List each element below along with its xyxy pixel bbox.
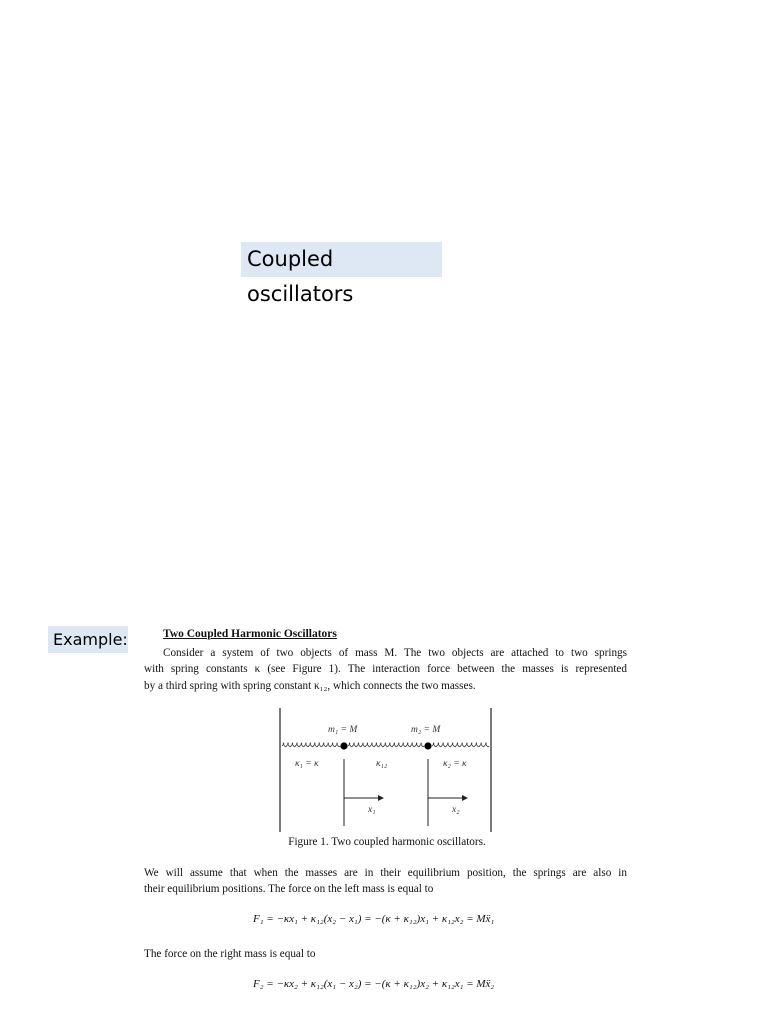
x1-arrowhead xyxy=(378,795,384,801)
intro-paragraph xyxy=(144,645,627,694)
spring-middle xyxy=(348,743,424,747)
assumption-paragraph xyxy=(144,865,627,898)
mass-1-label: m₁ = M xyxy=(328,725,358,735)
intro-line-2: with spring constants κ (see Figure 1). The interaction force between the masses is represented xyxy=(144,663,627,676)
intro-line-3: by a third spring with spring constant κ₁₂, which connects the two masses. xyxy=(144,679,476,692)
mass-2-label: m₂ = M xyxy=(411,725,441,735)
x1-label: x₁ xyxy=(368,805,376,815)
coupled-oscillators-figure xyxy=(274,704,500,836)
mass-1 xyxy=(340,742,347,749)
spring-right-label: κ₂ = κ xyxy=(443,759,467,769)
x2-label: x₂ xyxy=(452,805,460,815)
spring-left xyxy=(282,743,340,747)
example-label: Example: xyxy=(48,626,128,653)
spring-middle-label: κ₁₂ xyxy=(376,759,388,769)
assumption-line-1: We will assume that when the masses are in their equilibrium position, the springs are also in xyxy=(144,867,627,879)
right-mass-line: The force on the right mass is equal to xyxy=(144,948,316,960)
spring-left-label: κ₁ = κ xyxy=(295,759,319,769)
x2-arrowhead xyxy=(462,795,468,801)
right-mass-text xyxy=(144,946,627,962)
figure-caption: Figure 1. Two coupled harmonic oscillators. xyxy=(288,836,486,848)
page-title: Coupled oscillators xyxy=(241,242,442,277)
section-title: Two Coupled Harmonic Oscillators xyxy=(163,628,337,640)
equation-force-left: F₁ = −κx₁ + κ₁₂(x₂ − x₁) = −(κ + κ₁₂)x₁ + κ₁₂x₂ = Mẍ₁ xyxy=(253,913,495,925)
assumption-line-2: their equilibrium positions. The force on the left mass is equal to xyxy=(144,883,434,896)
intro-line-1: Consider a system of two objects of mass M. The two objects are attached to two springs xyxy=(163,647,627,659)
equation-force-right: F₂ = −κx₂ + κ₁₂(x₁ − x₂) = −(κ + κ₁₂)x₂ + κ₁₂x₁ = Mẍ₂ xyxy=(253,978,495,990)
mass-2 xyxy=(424,742,431,749)
spring-right xyxy=(432,743,489,747)
